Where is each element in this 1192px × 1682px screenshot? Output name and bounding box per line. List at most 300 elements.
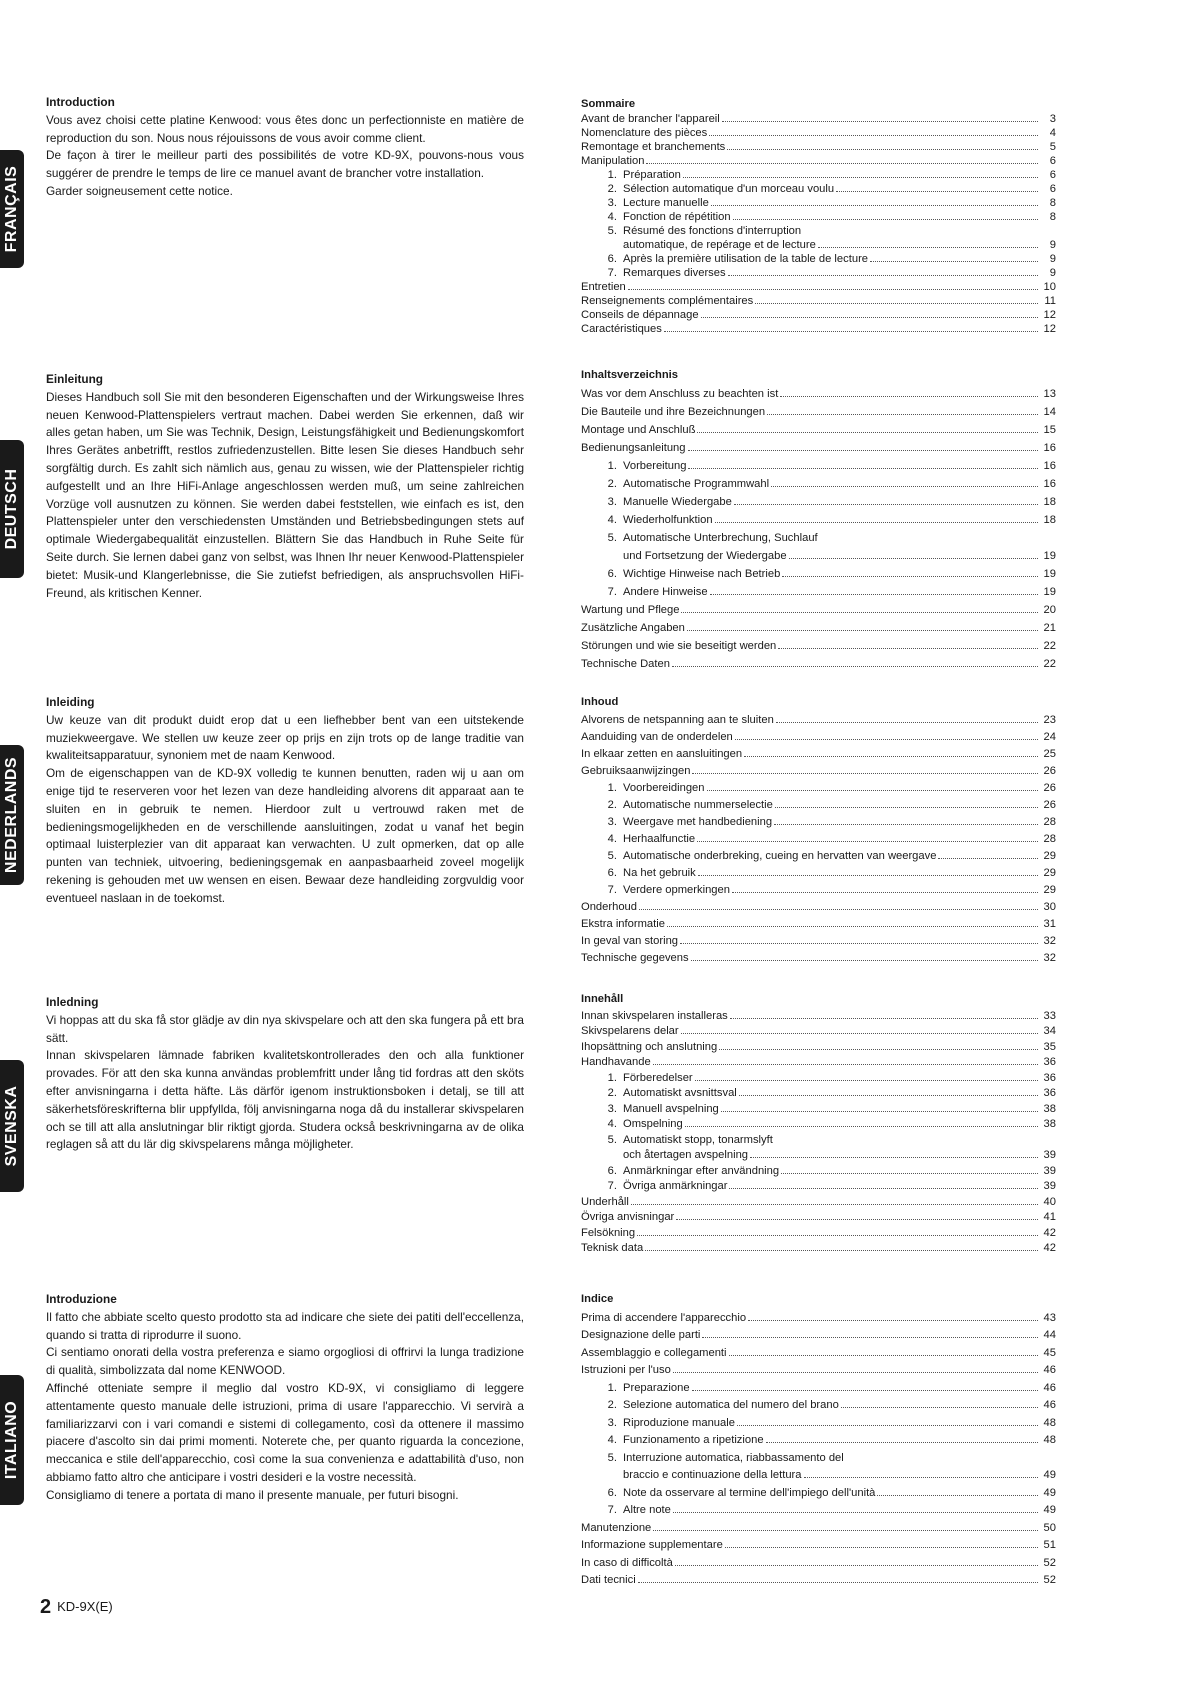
toc-entry-page: 51: [1043, 1539, 1056, 1551]
toc-entry-page: 46: [1043, 1364, 1056, 1376]
toc-entry: [581, 1179, 1056, 1195]
toc-entry: [581, 583, 1056, 601]
toc-entry-title: Innan skivspelaren installeras: [581, 1009, 728, 1022]
toc-list: [581, 1009, 1056, 1257]
toc-entry-title: Ekstra informatie: [581, 918, 665, 930]
toc-entry: [581, 1024, 1056, 1040]
toc-entry-title: Automatische Programmwahl: [623, 478, 770, 490]
toc-entry: [581, 899, 1056, 916]
intro-italiano: [46, 1291, 524, 1505]
toc-entry: [581, 1572, 1056, 1590]
toc-entry-page: 26: [1043, 765, 1056, 777]
toc-leader-dots: [667, 926, 1038, 927]
toc-entry: [581, 1195, 1056, 1211]
toc-entry-number: 4.: [607, 1434, 617, 1446]
toc-entry-page: 49: [1043, 1486, 1056, 1499]
toc-entry-page: 28: [1043, 816, 1056, 828]
toc-entry: [581, 1502, 1056, 1520]
toc-entry-page: 26: [1043, 782, 1056, 794]
toc-entry-page: 9: [1049, 239, 1056, 251]
intro-paragraph: Vous avez choisi cette platine Kenwood: vous êtes donc un perfectionniste en matière de reproduction du son. Nous nous réjouissons de vous avoir comme client.: [46, 112, 524, 145]
toc-entry-number: 7.: [607, 586, 617, 598]
toc-entry: [581, 126, 1056, 140]
toc-entry-page: 25: [1043, 748, 1056, 760]
toc-leader-dots: [664, 331, 1038, 332]
intro-francais: [46, 94, 524, 201]
toc-entry-title: Zusätzliche Angaben: [581, 622, 685, 634]
toc-entry: [581, 547, 1056, 565]
toc-entry-page: 30: [1043, 901, 1056, 913]
toc-entry-page: 28: [1043, 833, 1056, 845]
toc-entry-page: 9: [1049, 267, 1056, 279]
toc-leader-dots: [748, 1320, 1038, 1321]
toc-entry-page: 20: [1043, 604, 1056, 616]
toc-leader-dots: [767, 414, 1038, 415]
toc-entry-page: 49: [1043, 1504, 1056, 1516]
toc-leader-dots: [725, 1547, 1038, 1548]
toc-entry-title: Vorbereitung: [623, 460, 687, 472]
toc-entry-title: Sélection automatique d'un morceau voulu: [623, 183, 835, 195]
toc-entry-title: Övriga anmärkningar: [623, 1180, 728, 1192]
toc-title: Inhaltsverzeichnis: [581, 369, 678, 381]
toc-entry-title: Bedienungsanleitung: [581, 442, 686, 454]
intro-paragraph: Vi hoppas att du ska få stor glädje av din nya skivspelare och att den ska fungera på ett bra sätt.: [46, 1012, 524, 1045]
toc-francais: [581, 97, 1056, 336]
toc-entry-title: Résumé des fonctions d'interruption: [623, 225, 802, 237]
toc-entry-number: 5.: [607, 1451, 617, 1464]
toc-entry-title: Wichtige Hinweise nach Betrieb: [623, 568, 781, 580]
toc-entry-title: och återtagen avspelning: [623, 1149, 749, 1161]
toc-entry-title: Onderhoud: [581, 901, 637, 913]
toc-entry-title: Manipulation: [581, 155, 645, 167]
toc-entry-page: 12: [1043, 323, 1056, 335]
toc-entry-title: Ihopsättning och anslutning: [581, 1040, 718, 1053]
toc-entry-page: 34: [1043, 1025, 1056, 1037]
toc-entry-page: 36: [1043, 1056, 1056, 1068]
toc-list: [581, 385, 1056, 673]
toc-entry-title: Entretien: [581, 281, 626, 293]
toc-leader-dots: [818, 247, 1038, 248]
toc-entry-number: 3.: [607, 197, 617, 209]
toc-leader-dots: [639, 909, 1038, 910]
toc-entry-number: 1.: [607, 460, 617, 472]
toc-entry-page: 32: [1043, 952, 1056, 964]
toc-entry-page: 22: [1043, 640, 1056, 652]
toc-entry-number: 1.: [607, 169, 617, 181]
toc-entry-number: 2.: [607, 799, 617, 811]
toc-entry: [581, 1467, 1056, 1485]
toc-entry: [581, 140, 1056, 154]
toc-entry: [581, 1432, 1056, 1450]
toc-entry-number: 6.: [607, 867, 617, 879]
toc-entry-page: 39: [1043, 1180, 1056, 1192]
toc-entry-title: Manuelle Wiedergabe: [623, 496, 732, 508]
toc-entry: [581, 385, 1056, 403]
toc-leader-dots: [732, 892, 1038, 893]
toc-entry-page: 26: [1043, 799, 1056, 811]
page-number: 2: [40, 1596, 52, 1618]
intro-title: Inleiding: [46, 695, 95, 709]
toc-entry: [581, 1380, 1056, 1398]
language-tab-deutsch: [0, 440, 24, 578]
toc-entry-title: Informazione supplementare: [581, 1539, 723, 1551]
toc-entry-page: 41: [1043, 1211, 1056, 1223]
toc-entry: [581, 1537, 1056, 1555]
toc-entry-page: 42: [1043, 1226, 1056, 1239]
toc-entry-title: Alvorens de netspanning aan te sluiten: [581, 714, 774, 726]
toc-leader-dots: [780, 396, 1038, 397]
toc-entry-title: Automatische nummerselectie: [623, 799, 773, 811]
toc-leader-dots: [692, 1390, 1038, 1391]
toc-leader-dots: [789, 558, 1038, 559]
toc-leader-dots: [781, 1173, 1038, 1174]
toc-entry-title: Renseignements complémentaires: [581, 295, 754, 307]
toc-entry: [581, 1055, 1056, 1071]
toc-entry-title: Automatische onderbreking, cueing en hervatten van weergave: [623, 850, 937, 862]
toc-entry: [581, 322, 1056, 336]
toc-entry-title: In elkaar zetten en aansluitingen: [581, 748, 743, 760]
toc-entry-page: 32: [1043, 935, 1056, 947]
toc-entry: [581, 1133, 1056, 1149]
toc-entry-title: Designazione delle parti: [581, 1329, 701, 1341]
toc-entry: [581, 224, 1056, 238]
toc-entry-title: In geval van storing: [581, 935, 679, 947]
toc-entry-title: Herhaalfunctie: [623, 833, 696, 845]
toc-entry-title: Technische Daten: [581, 658, 670, 670]
toc-leader-dots: [715, 522, 1038, 523]
toc-entry-page: 48: [1043, 1434, 1056, 1446]
toc-entry-title: Funzionamento a ripetizione: [623, 1434, 764, 1446]
intro-title: Introduzione: [46, 1292, 117, 1306]
toc-entry-title: Wartung und Pflege: [581, 604, 680, 616]
toc-entry-title: Riproduzione manuale: [623, 1416, 735, 1429]
toc-entry: [581, 1040, 1056, 1056]
toc-entry-title: Andere Hinweise: [623, 586, 708, 598]
toc-entry-title: automatique, de repérage et de lecture: [623, 239, 816, 251]
language-tab-nederlands: [0, 745, 24, 885]
toc-entry: [581, 950, 1056, 967]
toc-entry: [581, 882, 1056, 899]
toc-entry-page: 19: [1043, 568, 1056, 580]
toc-entry-title: Montage und Anschluß: [581, 424, 696, 436]
toc-entry-title: Prima di accendere l'apparecchio: [581, 1311, 747, 1324]
toc-entry-number: 4.: [607, 833, 617, 845]
toc-entry-page: 33: [1043, 1009, 1056, 1022]
toc-entry: [581, 848, 1056, 865]
toc-leader-dots: [638, 1582, 1038, 1583]
toc-leader-dots: [653, 1064, 1038, 1065]
toc-entry: [581, 712, 1056, 729]
toc-entry: [581, 1226, 1056, 1242]
toc-entry-page: 39: [1043, 1149, 1056, 1161]
toc-entry: [581, 1241, 1056, 1257]
toc-leader-dots: [774, 824, 1038, 825]
toc-entry: [581, 1071, 1056, 1087]
toc-entry-title: Förberedelser: [623, 1071, 693, 1084]
toc-entry-number: 7.: [607, 267, 617, 279]
intro-title: Inledning: [46, 995, 99, 1009]
toc-leader-dots: [721, 1111, 1038, 1112]
toc-entry: [581, 1310, 1056, 1328]
toc-entry-title: Conseils de dépannage: [581, 309, 699, 321]
toc-entry-title: In caso di difficoltà: [581, 1556, 673, 1569]
toc-entry-title: Störungen und wie sie beseitigt werden: [581, 640, 777, 652]
toc-entry-title: Teknisk data: [581, 1242, 644, 1254]
toc-entry-number: 1.: [607, 782, 617, 794]
toc-entry: [581, 1148, 1056, 1164]
toc-leader-dots: [681, 612, 1038, 613]
toc-leader-dots: [734, 504, 1038, 505]
toc-entry-title: Verdere opmerkingen: [623, 884, 730, 896]
toc-svenska: [581, 992, 1056, 1257]
toc-entry: [581, 1164, 1056, 1180]
toc-leader-dots: [776, 722, 1038, 723]
intro-title: Einleitung: [46, 372, 104, 386]
toc-entry: [581, 1210, 1056, 1226]
toc-leader-dots: [645, 1250, 1038, 1251]
toc-leader-dots: [775, 807, 1038, 808]
toc-entry-number: 4.: [607, 211, 617, 223]
toc-leader-dots: [653, 1530, 1038, 1531]
toc-entry: [581, 182, 1056, 196]
toc-entry: [581, 746, 1056, 763]
toc-entry-page: 40: [1043, 1195, 1056, 1208]
toc-entry-page: 22: [1043, 658, 1056, 670]
toc-leader-dots: [711, 205, 1038, 206]
toc-entry-title: Remarques diverses: [623, 267, 726, 279]
toc-entry: [581, 1345, 1056, 1363]
toc-entry-page: 24: [1043, 731, 1056, 743]
toc-list: [581, 1310, 1056, 1590]
toc-entry: [581, 294, 1056, 308]
toc-entry: [581, 831, 1056, 848]
toc-entry-number: 2.: [607, 478, 617, 490]
toc-entry: [581, 403, 1056, 421]
toc-entry: [581, 814, 1056, 831]
toc-entry-page: 13: [1043, 388, 1056, 400]
toc-entry-title: Wiederholfunktion: [623, 514, 713, 526]
toc-entry-page: 10: [1043, 281, 1056, 293]
toc-leader-dots: [631, 1204, 1038, 1205]
toc-leader-dots: [729, 1188, 1038, 1189]
toc-entry: [581, 916, 1056, 933]
toc-leader-dots: [701, 317, 1038, 318]
toc-entry-number: 3.: [607, 816, 617, 828]
toc-leader-dots: [695, 1080, 1038, 1081]
toc-leader-dots: [766, 1442, 1038, 1443]
toc-entry-number: 3.: [607, 496, 617, 508]
toc-entry-page: 8: [1049, 211, 1056, 223]
intro-title: Introduction: [46, 95, 115, 109]
toc-leader-dots: [683, 177, 1038, 178]
toc-entry-title: Altre note: [623, 1504, 671, 1516]
toc-leader-dots: [755, 303, 1038, 304]
toc-entry-page: 52: [1043, 1574, 1056, 1586]
intro-deutsch: [46, 371, 524, 602]
toc-entry: [581, 168, 1056, 182]
toc-title: Innehåll: [581, 993, 624, 1005]
toc-deutsch: [581, 366, 1056, 673]
toc-entry-number: 4.: [607, 514, 617, 526]
toc-entry-title: Die Bauteile und ihre Bezeichnungen: [581, 406, 766, 418]
toc-entry-number: 6.: [607, 253, 617, 265]
toc-entry: [581, 933, 1056, 950]
toc-entry-title: Automatiskt stopp, tonarmslyft: [623, 1133, 773, 1146]
toc-entry-page: 49: [1043, 1469, 1056, 1481]
toc-leader-dots: [681, 1033, 1038, 1034]
toc-entry-page: 45: [1043, 1346, 1056, 1359]
toc-leader-dots: [707, 790, 1039, 791]
toc-entry-number: 7.: [607, 884, 617, 896]
toc-entry-page: 29: [1043, 850, 1056, 862]
toc-entry: [581, 619, 1056, 637]
toc-entry-page: 38: [1043, 1102, 1056, 1115]
toc-entry-page: 46: [1043, 1381, 1056, 1394]
toc-entry-page: 6: [1049, 169, 1056, 181]
toc-entry-page: 52: [1043, 1556, 1056, 1569]
toc-leader-dots: [870, 261, 1038, 262]
toc-leader-dots: [771, 486, 1038, 487]
toc-entry-page: 16: [1043, 460, 1056, 472]
page-footer: [40, 1596, 113, 1619]
toc-entry: [581, 439, 1056, 457]
toc-entry-page: 18: [1043, 514, 1056, 526]
toc-entry: [581, 421, 1056, 439]
toc-entry: [581, 238, 1056, 252]
toc-entry-title: Anmärkningar efter användning: [623, 1164, 780, 1177]
intro-paragraph: Consigliamo di tenere a portata di mano il presente manuale, per futuri bisogni.: [46, 1487, 459, 1502]
toc-entry-title: Assemblaggio e collegamenti: [581, 1346, 727, 1359]
toc-entry: [581, 1086, 1056, 1102]
toc-entry-title: Felsökning: [581, 1226, 636, 1239]
language-tab-label: NEDERLANDS: [3, 756, 20, 874]
toc-entry: [581, 1327, 1056, 1345]
toc-nederlands: [581, 694, 1056, 967]
toc-leader-dots: [691, 960, 1038, 961]
toc-leader-dots: [637, 1235, 1038, 1236]
toc-leader-dots: [730, 1018, 1038, 1019]
toc-entry-title: Nomenclature des pièces: [581, 127, 708, 139]
toc-entry: [581, 565, 1056, 583]
toc-leader-dots: [710, 594, 1038, 595]
toc-entry-title: und Fortsetzung der Wiedergabe: [623, 550, 787, 562]
language-tab-francais: [0, 150, 24, 268]
toc-title: Sommaire: [581, 98, 636, 110]
intro-paragraph: De façon à tirer le meilleur parti des possibilités de votre KD-9X, pouvons-nous vous suggérer de prendre le temps de lire ce manuel avant de brancher votre installation.: [46, 148, 524, 181]
toc-entry-number: 2.: [607, 1087, 617, 1099]
toc-leader-dots: [673, 1372, 1038, 1373]
toc-entry-title: Lecture manuelle: [623, 197, 709, 209]
intro-paragraph: Om de eigenschappen van de KD-9X volledig te kunnen benutten, raden wij u aan om enige tijd te reserveren voor het lezen van deze handleiding alvorens dit apparaat aan te sluiten en in gebruik te nemen. Hierdoor zult u vertrouwd raken met de bedieningsmogelijkheden en de verschillende aansluitingen, zodat u vanaf het begin optimaal luisterplezier van dit apparaat kan verwachten. U zult opmerken, dat op alle punten van techniek, uitvoering, bedieningsgemak en aanpasbaarheid zoveel mogelijk rekening is gehouden met uw wensen en eisen. Bewaar deze handleiding zorgvuldig voor eventueel naslaan in de toekomst.: [46, 766, 524, 905]
toc-entry-page: 44: [1043, 1329, 1056, 1341]
toc-entry-title: Avant de brancher l'appareil: [581, 113, 720, 125]
toc-entry: [581, 655, 1056, 673]
toc-entry: [581, 475, 1056, 493]
language-tab-label: DEUTSCH: [3, 468, 20, 550]
toc-entry: [581, 1520, 1056, 1538]
toc-entry-page: 36: [1043, 1071, 1056, 1084]
toc-entry-title: Automatische Unterbrechung, Suchlauf: [623, 532, 818, 544]
intro-paragraph: Affinché otteniate sempre il meglio dal vostro KD-9X, vi consigliamo di leggere attentamente questo manuale delle istruzioni, prima di usare l'apparecchio. Vi servirà a familiarizzarvi con i vari comandi e sistemi di collegamento, così da ottenere il massimo piacere d'ascolto sin dai primi momenti. Noterete che, per quanto riguarda la concezione, meccanica e stile dell'apparecchio, così come la sua convenienza e adattabilità d'uso, non abbiamo fatto altro che anticipare i vostri desideri e la vostre necessità.: [46, 1380, 524, 1484]
toc-entry-title: Manuell avspelning: [623, 1102, 719, 1115]
toc-entry: [581, 154, 1056, 168]
toc-leader-dots: [836, 191, 1038, 192]
toc-leader-dots: [697, 841, 1038, 842]
toc-entry-page: 29: [1043, 867, 1056, 879]
toc-leader-dots: [698, 875, 1038, 876]
toc-entry-page: 6: [1049, 183, 1056, 195]
language-tab-label: SVENSKA: [3, 1085, 20, 1167]
intro-svenska: [46, 994, 524, 1154]
toc-entry-page: 39: [1043, 1164, 1056, 1177]
toc-entry: [581, 1009, 1056, 1025]
toc-entry-page: 14: [1043, 406, 1056, 418]
toc-entry-number: 5.: [607, 225, 617, 237]
toc-entry-page: 11: [1044, 295, 1056, 307]
toc-entry-page: 15: [1043, 424, 1056, 436]
toc-entry-page: 36: [1043, 1087, 1056, 1099]
toc-entry-title: Was vor dem Anschluss zu beachten ist: [581, 388, 779, 400]
toc-entry: [581, 457, 1056, 475]
toc-entry-page: 42: [1043, 1242, 1056, 1254]
toc-list: [581, 112, 1056, 336]
toc-entry-page: 29: [1043, 884, 1056, 896]
toc-entry-title: Weergave met handbediening: [623, 816, 773, 828]
toc-entry-page: 18: [1043, 496, 1056, 508]
toc-leader-dots: [778, 648, 1038, 649]
toc-leader-dots: [709, 135, 1038, 136]
toc-entry-page: 3: [1049, 113, 1056, 125]
toc-list: [581, 712, 1056, 967]
intro-paragraph: Dieses Handbuch soll Sie mit den besonderen Eigenschaften und der Wirkungsweise Ihres neuen Kenwood-Plattenspielers vertraut machen. Dabei werden Sie erkennen, daß wir alles getan haben, um Sie was Technik, Design, Leistungsfähigkeit und Bedienungskomfort Ihres Gerätes anbetrifft, restlos zufriedenzustellen. Bitte lesen Sie dieses Handbuch sehr sorgfältig durch. Es zahlt sich nämlich aus, genau zu wissen, wie der Plattenspieler richtig aufgestellt und an Ihre HiFi-Anlage angeschlossen werden muß, um seine zahlreichen Vorzüge voll ausnutzen zu können. Sie werden dabei feststellen, wie einfach es ist, den Plattenspieler unter den verschiedensten Umständen und Betriebsbedingungen stets auf optimale Wiedergabequalität einzustellen. Blättern Sie das Handbuch in Ruhe Seite für Seite durch. Sie lernen dabei ganz von selbst, was Ihnen Ihr neuer Kenwood-Plattenspieler bietet: Musik-und Klangerlebnisse, die Sie zutiefst befriedigen, als anspruchsvollen HiFi-Freund, als kritischen Kenner.: [46, 389, 524, 600]
toc-leader-dots: [841, 1407, 1038, 1408]
toc-leader-dots: [685, 1126, 1038, 1127]
toc-entry-title: Remontage et branchements: [581, 141, 726, 153]
toc-entry-title: Automatiskt avsnittsval: [623, 1087, 737, 1099]
toc-entry-title: Preparazione: [623, 1381, 690, 1394]
toc-entry: [581, 308, 1056, 322]
intro-nederlands: [46, 694, 524, 908]
toc-entry-page: 38: [1043, 1118, 1056, 1130]
toc-entry-number: 1.: [607, 1071, 617, 1084]
toc-entry: [581, 1117, 1056, 1133]
toc-entry-page: 35: [1043, 1040, 1056, 1053]
toc-leader-dots: [697, 432, 1038, 433]
toc-entry-title: Omspelning: [623, 1118, 683, 1130]
language-tab-label: FRANÇAIS: [3, 165, 20, 253]
toc-leader-dots: [702, 1337, 1038, 1338]
toc-entry: [581, 280, 1056, 294]
toc-entry-page: 46: [1043, 1399, 1056, 1411]
toc-leader-dots: [877, 1495, 1038, 1496]
toc-entry: [581, 797, 1056, 814]
toc-leader-dots: [680, 943, 1038, 944]
toc-entry-number: 7.: [607, 1180, 617, 1192]
toc-entry: [581, 1485, 1056, 1503]
toc-entry-title: Dati tecnici: [581, 1574, 636, 1586]
toc-entry: [581, 780, 1056, 797]
toc-italiano: [581, 1291, 1056, 1590]
toc-entry: [581, 637, 1056, 655]
toc-entry-title: Préparation: [623, 169, 681, 181]
toc-entry-title: Gebruiksaanwijzingen: [581, 765, 691, 777]
toc-entry-title: Na het gebruik: [623, 867, 696, 879]
toc-entry: [581, 112, 1056, 126]
language-tab-svenska: [0, 1060, 24, 1192]
toc-title: Indice: [581, 1293, 614, 1305]
toc-leader-dots: [938, 858, 1038, 859]
toc-entry: [581, 196, 1056, 210]
